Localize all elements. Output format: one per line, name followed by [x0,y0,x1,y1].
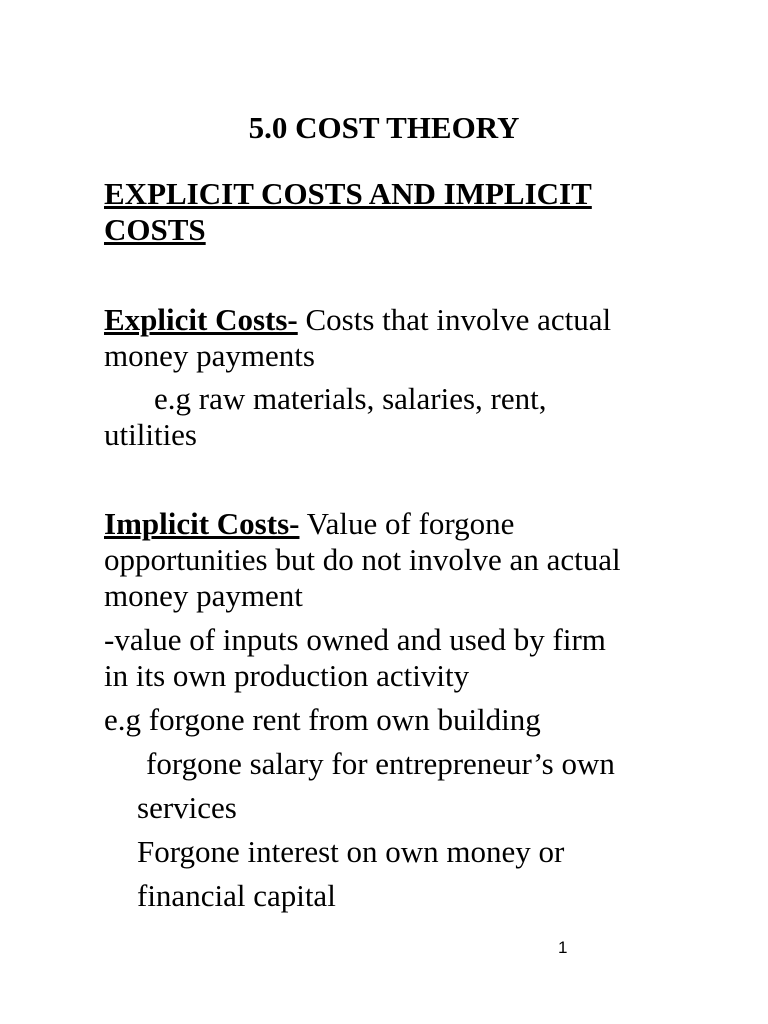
implicit-costs-definition-line-3: money payment [104,578,303,613]
implicit-costs-example-line-2: forgone salary for entrepreneur’s own [146,746,615,781]
implicit-costs-note-line-1: -value of inputs owned and used by firm [104,622,606,657]
explicit-costs-definition-line-2: money payments [104,338,315,373]
explicit-costs-example-line-1: e.g raw materials, salaries, rent, [154,381,547,416]
implicit-costs-example-line-3: services [137,790,237,825]
explicit-costs-example-line-2: utilities [104,417,197,452]
implicit-costs-example-line-4: Forgone interest on own money or [137,834,565,869]
explicit-costs-definition [104,302,611,338]
explicit-costs-definition-text: Costs that involve actual [297,302,612,337]
implicit-costs-example-line-1: e.g forgone rent from own building [104,702,541,737]
implicit-costs-term: Implicit Costs- [104,506,300,541]
implicit-costs-note-line-2: in its own production activity [104,658,470,693]
implicit-costs-definition [104,506,514,542]
page-number: 1 [558,938,568,957]
implicit-costs-definition-text: Value of forgone [299,506,515,541]
implicit-costs-example-line-5: financial capital [137,878,336,913]
explicit-costs-term: Explicit Costs- [104,302,298,337]
implicit-costs-definition-line-2: opportunities but do not involve an actual [104,542,621,577]
section-heading-line-2: COSTS [104,212,206,247]
section-heading-line-1: EXPLICIT COSTS AND IMPLICIT [104,176,592,211]
page-title: 5.0 COST THEORY [248,110,520,145]
